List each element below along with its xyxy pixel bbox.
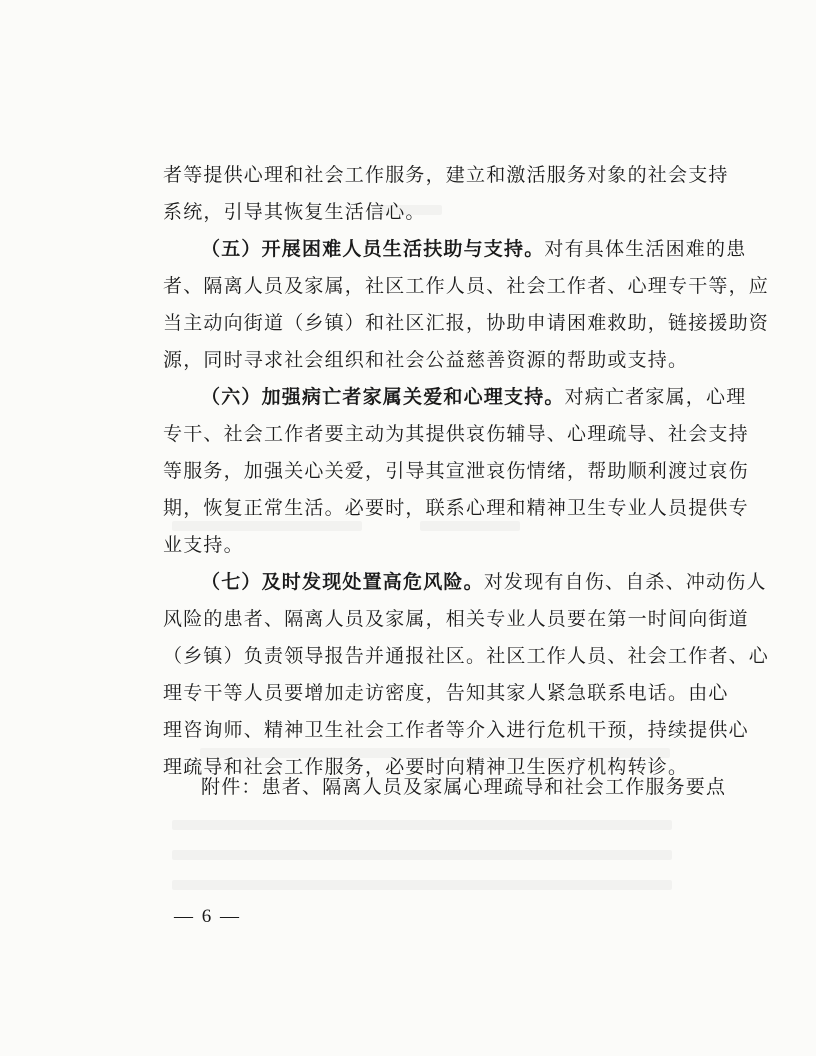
text-line: 风险的患者、隔离人员及家属，相关专业人员要在第一时间向街道 <box>163 608 749 630</box>
text-line: 业支持。 <box>163 534 244 556</box>
section-seven <box>163 564 770 786</box>
section-text: 对病亡者家属，心理 <box>564 386 747 408</box>
section-heading: （五）开展困难人员生活扶助与支持。 <box>201 238 545 260</box>
attachment-note: 附件：患者、隔离人员及家属心理疏导和社会工作服务要点 <box>201 776 727 798</box>
section-text: 对发现有自伤、自杀、冲动伤人 <box>483 571 767 593</box>
text-line: 理咨询师、精神卫生社会工作者等介入进行危机干预，持续提供心 <box>163 719 749 741</box>
section-heading: （六）加强病亡者家属关爱和心理支持。 <box>201 386 565 408</box>
text-line: 等服务，加强关心关爱，引导其宣泄哀伤情绪，帮助顺利渡过哀伤 <box>163 460 749 482</box>
body-text <box>163 157 770 786</box>
bleed-through-mark <box>172 850 672 860</box>
section-six <box>163 379 749 564</box>
page-number: — 6 — <box>174 906 241 927</box>
section-first-line <box>163 564 767 601</box>
text-line: 当主动向街道（乡镇）和社区汇报，协助申请困难救助，链接援助资 <box>163 312 770 334</box>
text-line: 者、隔离人员及家属，社区工作人员、社会工作者、心理专干等，应 <box>163 275 770 297</box>
section-five <box>163 231 770 379</box>
section-first-line <box>163 231 747 268</box>
text-line: 系统，引导其恢复生活信心。 <box>163 201 426 223</box>
text-line: 专干、社会工作者要主动为其提供哀伤辅导、心理疏导、社会支持 <box>163 423 749 445</box>
section-text: 对有具体生活困难的患 <box>544 238 747 260</box>
text-line: 者等提供心理和社会工作服务，建立和激活服务对象的社会支持 <box>163 164 729 186</box>
text-line: 期，恢复正常生活。必要时，联系心理和精神卫生专业人员提供专 <box>163 497 749 519</box>
section-heading: （七）及时发现处置高危风险。 <box>201 571 484 593</box>
text-line: 源，同时寻求社会组织和社会公益慈善资源的帮助或支持。 <box>163 349 689 371</box>
bleed-through-mark <box>172 880 672 890</box>
text-line: 理疏导和社会工作服务，必要时向精神卫生医疗机构转诊。 <box>163 756 689 778</box>
bleed-through-mark <box>172 820 672 830</box>
section-first-line <box>163 379 747 416</box>
text-line: （乡镇）负责领导报告并通报社区。社区工作人员、社会工作者、心 <box>163 645 770 667</box>
text-line: 理专干等人员要增加走访密度，告知其家人紧急联系电话。由心 <box>163 682 729 704</box>
